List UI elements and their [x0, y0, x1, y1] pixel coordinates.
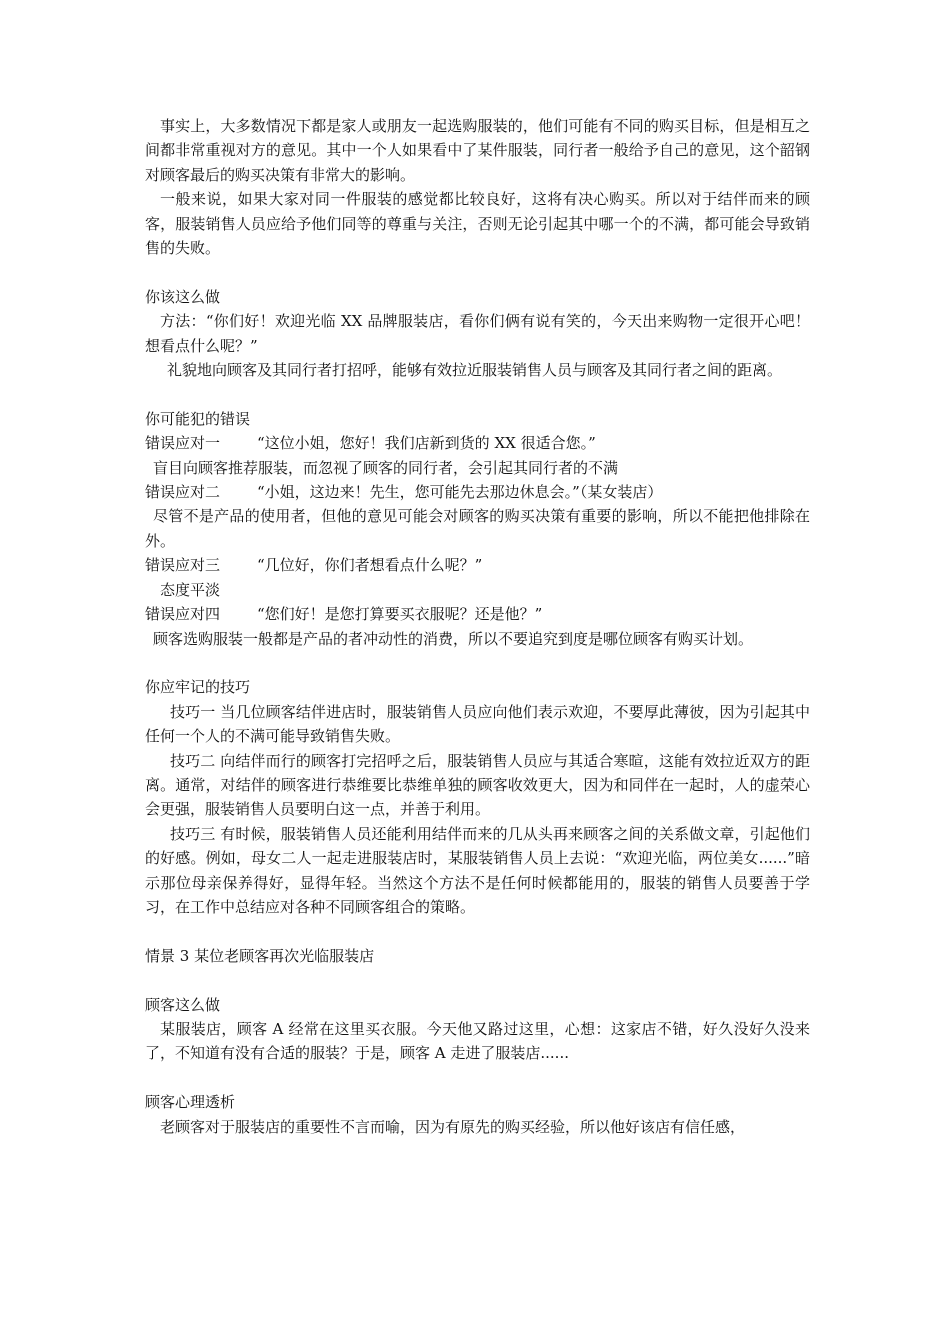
mistake-line: [145, 431, 810, 455]
blank-line: [145, 1066, 810, 1090]
mistake-quote: “几位好，你们者想看点什么呢？”: [257, 556, 483, 575]
paragraph-intro: 事实上，大多数情况下都是家人或朋友一起选购服装的，他们可能有不同的购买目标，但是相互之间都非常重视对方的意见。其中一个人如果看中了某件服装，同行者一般给予自己的意见，这个韶钢对顾客最后的购买决策有非常大的影响。: [145, 117, 810, 184]
blank-line: [145, 919, 810, 943]
mistake-label: 错误应对一: [145, 434, 221, 453]
blank-line: [145, 651, 810, 675]
heading-customer-psychology: 顾客心理透析: [145, 1093, 236, 1112]
mistake-note: 顾客选购服装一般都是产品的者冲动性的消费，所以不要追究到度是哪位顾客有购买计划。: [153, 629, 754, 648]
heading-customer-action: 顾客这么做: [145, 995, 221, 1014]
tip-paragraph: 技巧二 向结伴而行的顾客打完招呼之后，服装销售人员应与其适合寒暄，这能有效拉近双方的距离。通常，对结伴的顾客进行恭维要比恭维单独的顾客收效更大，因为和同伴在一起时，人的虚荣心会更强，服装销售人员要明白这一点，并善于利用。: [145, 751, 810, 819]
mistake-line: [145, 480, 810, 504]
mistake-note: 态度平淡: [160, 580, 221, 599]
blank-line: [145, 382, 810, 406]
mistake-line: [145, 602, 810, 626]
mistake-line: [145, 553, 810, 577]
mistake-quote: “这位小姐，您好！我们店新到货的 XX 很适合您。”: [257, 434, 596, 453]
tip-paragraph: 技巧三 有时候，服装销售人员还能利用结伴而来的几从头再来顾客之间的关系做文章，引起他们的好感。例如，母女二人一起走进服装店时，某服装销售人员上去说：“欢迎光临，两位美女......”暗示那位母亲保养得好，显得年轻。当然这个方法不是任何时候都能用的，服装的销售人员要善于学习，在工作中总结应对各种不同顾客组合的策略。: [145, 824, 810, 916]
paragraph-customer-action: 某服装店，顾客 A 经常在这里买衣服。今天他又路过这里，心想：这家店不错，好久没好久没来了，不知道有没有合适的服装？于是，顾客 A 走进了服装店......: [145, 1019, 810, 1063]
blank-line: [145, 968, 810, 992]
mistake-quote: “您们好！是您打算要买衣服呢？还是他？”: [257, 605, 543, 624]
tip-paragraph: 技巧一 当几位顾客结伴进店时，服装销售人员应向他们表示欢迎，不要厚此薄彼，因为引起其中任何一个人的不满可能导致销售失败。: [145, 702, 810, 746]
mistake-label: 错误应对四: [145, 605, 221, 624]
heading-tips: 你应牢记的技巧: [145, 678, 251, 697]
heading-scene-3: 情景 3 某位老顾客再次光临服装店: [145, 946, 375, 965]
heading-what-to-do: 你该这么做: [145, 287, 221, 306]
blank-line: [145, 260, 810, 284]
document-body: [145, 114, 810, 1139]
mistake-label: 错误应对二: [145, 483, 221, 502]
paragraph-customer-psychology: 老顾客对于服装店的重要性不言而喻，因为有原先的购买经验，所以他好该店有信任感，: [160, 1117, 746, 1136]
mistake-note: 尽管不是产品的使用者，但他的意见可能会对顾客的购买决策有重要的影响，所以不能把他排除在外。: [145, 507, 810, 550]
paragraph-method-note: 礼貌地向顾客及其同行者打招呼，能够有效拉近服装销售人员与顾客及其同行者之间的距离。: [167, 361, 783, 380]
mistake-quote: “小姐，这边来！先生，您可能先去那边休息会。”（某女装店）: [257, 483, 663, 502]
mistake-label: 错误应对三: [145, 556, 221, 575]
paragraph-method: 方法：“你们好！欢迎光临 XX 品牌服装店，看你们俩有说有笑的，今天出来购物一定很开心吧！想看点什么呢？”: [145, 312, 810, 355]
paragraph-general: 一般来说，如果大家对同一件服装的感觉都比较良好，这将有决心购买。所以对于结伴而来的顾客，服装销售人员应给予他们同等的尊重与关注，否则无论引起其中哪一个的不满，都可能会导致销售的失败。: [145, 190, 810, 258]
mistake-note: 盲目向顾客推荐服装，而忽视了顾客的同行者，会引起其同行者的不满: [153, 458, 619, 477]
heading-mistakes: 你可能犯的错误: [145, 409, 251, 428]
